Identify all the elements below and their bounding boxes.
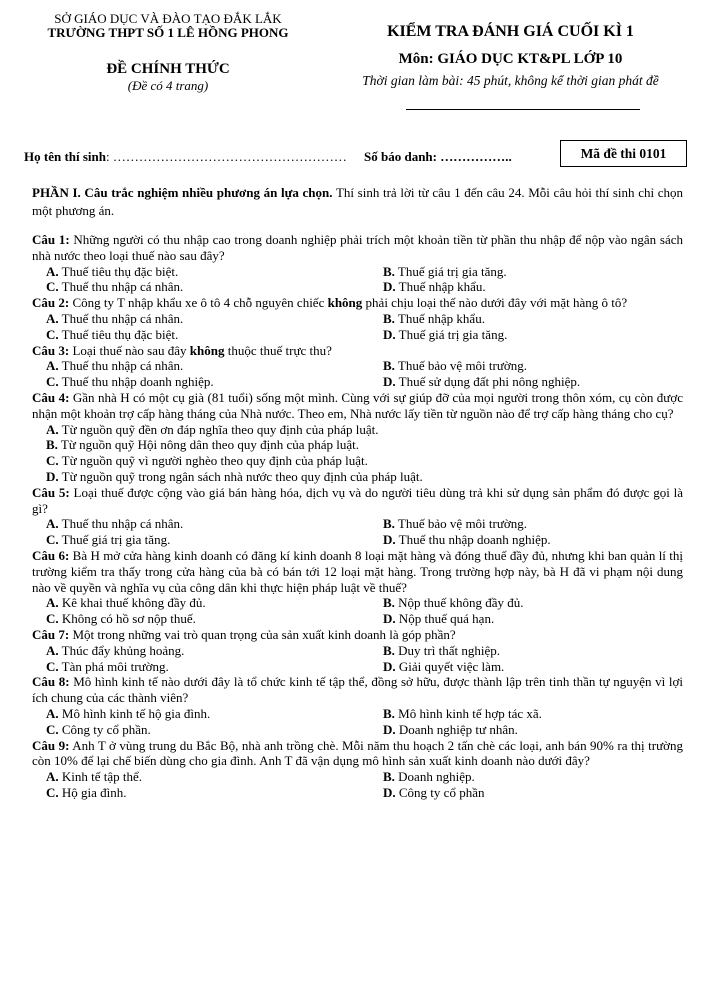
option-letter: A. [46,642,59,658]
option-text: Thuế nhập khẩu. [394,310,485,326]
option-cell [46,327,383,343]
question-text: phải chịu loại thế nào dưới đây với mặt hàng ô tô? [362,295,628,311]
pages-note: (Đề có 4 trang) [127,78,209,93]
answer-option [46,453,368,468]
option-row [46,453,683,469]
header-right [318,22,703,89]
option-cell [383,311,683,327]
option-letter: D. [383,784,396,800]
answer-option [46,422,379,437]
option-row [46,374,683,390]
answer-option [383,358,527,373]
option-letter: B. [383,595,395,611]
option-letter: C. [46,453,59,469]
time-note: Thời gian làm bài: 45 phút, không kể thời gian phát đề [362,73,659,88]
subject-title: Môn: GIÁO DỤC KT&PL LỚP 10 [398,51,623,67]
answer-option [383,327,507,342]
answer-option [46,785,127,800]
option-text: Thuế giá trị gia tăng. [395,326,508,342]
option-letter: C. [46,279,59,295]
answer-option [46,469,423,484]
option-cell [46,785,383,801]
option-text: Từ nguồn quỹ vì người nghèo theo quy định của pháp luật. [58,453,368,469]
option-text: Giải quyết việc làm. [395,658,505,674]
option-cell [46,358,383,374]
answer-option [46,358,183,373]
option-letter: A. [46,358,59,374]
answer-option [46,311,183,326]
answer-option [46,595,206,610]
option-row [46,706,683,722]
option-cell [383,643,683,659]
option-cell [46,311,383,327]
question-text: Bà H mở cửa hàng kinh doanh có đăng kí kinh doanh 8 loại mặt hàng và đóng thuế đầy đủ, nhưng khi ban quản lí thị trường kiểm tra thấy trong cửa hàng của bà có bán tới 12 loại mặt hàng. Trong trường hợp này, bà H đã vi phạm nội dung nào về quyền và nghĩa vụ của công dân khi thực hiện pháp luật về thuế? [32,547,683,595]
answer-option [46,611,196,626]
question-stem [32,485,683,517]
exam-code-box: Mã đề thi 0101 [560,140,687,167]
option-text: Thuế thu nhập doanh nghiệp. [58,374,214,390]
option-letter: B. [383,358,395,374]
question-stem [32,390,683,422]
option-cell [383,264,683,280]
question-text: Công ty T nhập khẩu xe ô tô 4 chỗ nguyên chiếc [69,295,328,311]
option-text: Nộp thuế không đầy đủ. [394,595,524,611]
question-number: Câu 4: [32,389,70,405]
option-text: Công ty cổ phần. [58,721,151,737]
answer-option [383,643,500,658]
question-number: Câu 7: [32,626,70,642]
option-row [46,279,683,295]
question-number: Câu 9: [32,737,70,753]
option-letter: A. [46,769,59,785]
option-letter: A. [46,705,59,721]
answer-option [46,532,170,547]
option-row [46,611,683,627]
question-text: Loại thuế được cộng vào giá bán hàng hóa, dịch vụ và do người tiêu dùng trả khi sử dụng sản phẩm đó được gọi là gì? [32,484,683,516]
question-stem [32,674,683,706]
answer-option [46,659,169,674]
answer-option [383,311,485,326]
question-text: Gần nhà H có một cụ già (81 tuổi) sống một mình. Cùng với sự giúp đỡ của mọi người trong thôn xóm, cụ còn được nhận một khoản trợ cấp hàng tháng của Nhà nước. Theo em, Nhà nước lấy tiền từ nguồn nào để trợ cấp hàng tháng cho cụ? [32,389,683,421]
option-text: Duy trì thất nghiệp. [394,642,500,658]
option-text: Thuế tiêu thụ đặc biệt. [58,326,179,342]
option-cell [383,706,683,722]
option-text: Thuế bảo vệ môi trường. [394,516,528,532]
option-text: Thuế bảo vệ môi trường. [394,358,528,374]
option-row [46,785,683,801]
option-row [46,595,683,611]
option-row [46,516,683,532]
option-text: Thuế thu nhập cá nhân. [58,310,184,326]
option-letter: D. [383,374,396,390]
question-1 [32,232,683,295]
option-cell [46,643,383,659]
option-text: Thuế thu nhập cá nhân. [58,358,184,374]
option-row [46,422,683,438]
option-text: Thuế thu nhập doanh nghiệp. [395,532,551,548]
question-stem [32,343,683,359]
option-letter: C. [46,611,59,627]
exam-title: KIỂM TRA ĐÁNH GIÁ CUỐI KÌ 1 [387,23,634,40]
question-text: Loại thuế nào sau đây [69,342,190,358]
option-text: Thúc đẩy khủng hoảng. [58,642,185,658]
question-list [32,232,683,801]
option-text: Không có hồ sơ nộp thuế. [58,611,196,627]
answer-option [46,722,151,737]
option-letter: D. [46,468,59,484]
header-left [22,12,314,94]
option-cell [383,279,683,295]
option-text: Từ nguồn quỹ trong ngân sách nhà nước theo quy định của pháp luật. [58,468,423,484]
option-letter: D. [383,658,396,674]
answer-option [383,264,507,279]
question-4 [32,390,683,485]
answer-option [46,643,184,658]
emphasis-text: không [189,342,225,358]
option-text: Từ nguồn quỹ Hội nông dân theo quy định của pháp luật. [57,437,359,453]
question-2 [32,295,683,342]
option-row [46,532,683,548]
option-text: Thuế sử dụng đất phi nông nghiệp. [395,374,581,390]
option-letter: B. [383,310,395,326]
option-cell [383,659,683,675]
option-cell [46,611,383,627]
question-text: Anh T ở vùng trung du Bắc Bộ, nhà anh trồng chè. Mỗi năm thu hoạch 2 tấn chè các loại, anh bán 90% ra thị trường còn 10% để lại chế biến dùng cho gia đình. Anh T đã vận dụng mô hình sản xuất kinh doanh nào dưới đây? [32,737,684,769]
option-cell [383,516,683,532]
option-letter: B. [383,516,395,532]
option-cell [46,374,383,390]
emphasis-text: không [327,295,363,311]
question-6 [32,548,683,627]
option-letter: A. [46,263,59,279]
option-letter: C. [46,721,59,737]
question-number: Câu 1: [32,232,70,247]
option-text: Mô hình kinh tế hợp tác xã. [394,705,542,721]
option-row [46,469,683,485]
option-text: Thuế giá trị gia tăng. [394,263,507,279]
answer-options [32,769,683,801]
question-number: Câu 8: [32,674,70,690]
student-name-label: Họ tên thí sinh [24,149,106,164]
option-row [46,311,683,327]
exam-body [32,184,683,801]
candidate-number-field [364,149,512,165]
question-5 [32,485,683,548]
option-letter: B. [46,437,58,453]
answer-options [32,358,683,390]
question-text: Những người có thu nhập cao trong doanh nghiệp phải trích một khoản tiền từ phần thu nhập để nộp vào ngân sách nhà nước theo loại thuế nào sau đây? [32,232,683,263]
question-8 [32,674,683,737]
answer-options [32,516,683,548]
answer-option [46,374,214,389]
answer-option [46,706,210,721]
option-letter: C. [46,784,59,800]
option-letter: D. [383,721,396,737]
option-text: Doanh nghiệp tư nhân. [395,721,518,737]
option-text: Công ty cổ phần [395,784,485,800]
option-row [46,437,683,453]
option-text: Thuế giá trị gia tăng. [58,532,171,548]
answer-option [46,279,183,294]
answer-options [32,595,683,627]
answer-option [46,437,359,452]
question-9 [32,738,683,801]
option-letter: A. [46,516,59,532]
option-letter: C. [46,374,59,390]
option-letter: B. [383,263,395,279]
option-text: Thuế thu nhập cá nhân. [58,279,184,295]
option-cell [46,659,383,675]
option-cell [46,532,383,548]
option-cell [383,611,683,627]
answer-option [383,374,580,389]
option-cell [46,706,383,722]
option-text: Hộ gia đình. [58,784,127,800]
option-letter: A. [46,595,59,611]
option-row [46,769,683,785]
part-one-instruction: Thí sinh trả lời từ câu 1 đến câu 24. Mỗi câu hỏi thí sinh chỉ chọn một phương án. [32,185,683,218]
option-letter: D. [383,611,396,627]
option-cell [383,595,683,611]
option-cell [46,595,383,611]
part-one-heading [32,184,683,219]
answer-option [383,659,504,674]
option-text: Kê khai thuế không đầy đủ. [58,595,206,611]
answer-options [32,311,683,343]
answer-options [32,706,683,738]
answer-option [46,264,178,279]
candidate-number-label: Số báo danh: [364,149,437,164]
option-letter: D. [383,279,396,295]
question-stem [32,295,683,311]
option-cell [46,769,383,785]
option-letter: D. [383,326,396,342]
question-number: Câu 2: [32,295,70,311]
option-letter: C. [46,532,59,548]
answer-option [383,595,523,610]
header-divider [406,109,640,110]
option-text: Thuế thu nhập cá nhân. [58,516,184,532]
answer-options [32,643,683,675]
official-label: ĐỀ CHÍNH THỨC [106,61,230,77]
department-name: SỞ GIÁO DỤC VÀ ĐÀO TẠO ĐẮK LẮK [54,11,282,26]
option-letter: C. [46,658,59,674]
answer-option [46,516,183,531]
option-letter: A. [46,310,59,326]
option-row [46,327,683,343]
option-letter: B. [383,642,395,658]
part-one-title: PHẦN I. Câu trắc nghiệm nhiều phương án lựa chọn. [32,185,333,200]
option-cell [383,785,683,801]
question-stem [32,232,683,264]
option-letter: B. [383,705,395,721]
answer-option [383,279,486,294]
question-stem [32,627,683,643]
option-row [46,722,683,738]
option-cell [383,722,683,738]
answer-option [383,532,551,547]
option-row [46,659,683,675]
question-text: Một trong những vai trò quan trọng của sản xuất kinh doanh là góp phần? [69,626,456,642]
option-text: Nộp thuế quá hạn. [395,611,495,627]
answer-option [383,706,542,721]
option-cell [46,516,383,532]
question-text: Mô hình kinh tế nào dưới đây là tổ chức kinh tế tập thể, đồng sở hữu, được thành lập trên tinh thần tự nguyện vì lợi ích chung của các thành viên? [32,674,683,706]
question-number: Câu 3: [32,342,70,358]
question-7 [32,627,683,674]
student-name-blank: : ……………………………………………… [106,149,347,164]
question-stem [32,548,683,595]
answer-options [32,264,683,296]
option-text: Thuế nhập khẩu. [395,279,486,295]
answer-option [383,722,518,737]
option-text: Từ nguồn quỹ đền ơn đáp nghĩa theo quy định của pháp luật. [58,421,379,437]
student-name-field [24,149,347,165]
answer-option [383,611,494,626]
option-row [46,358,683,374]
option-cell [383,769,683,785]
answer-option [46,769,142,784]
answer-option [383,516,527,531]
question-text: thuộc thuế trực thu? [224,342,332,358]
option-letter: C. [46,326,59,342]
option-cell [383,327,683,343]
school-name: TRƯỜNG THPT SỐ 1 LÊ HỒNG PHONG [47,25,289,40]
answer-option [383,785,484,800]
option-cell [383,532,683,548]
option-text: Tàn phá môi trường. [58,658,169,674]
answer-option [46,327,178,342]
option-text: Mô hình kinh tế hộ gia đình. [58,705,211,721]
option-text: Doanh nghiệp. [394,769,475,785]
option-letter: B. [383,769,395,785]
option-row [46,264,683,280]
question-number: Câu 6: [32,547,70,563]
question-3 [32,343,683,390]
option-letter: A. [46,421,59,437]
option-cell [383,374,683,390]
answer-option [383,769,475,784]
answer-options [32,422,683,485]
option-text: Thuế tiêu thụ đặc biệt. [58,263,179,279]
option-cell [46,722,383,738]
option-cell [46,279,383,295]
question-stem [32,738,683,770]
option-text: Kinh tế tập thể. [58,769,143,785]
option-row [46,643,683,659]
question-number: Câu 5: [32,484,70,500]
candidate-number-blank: …………….. [436,149,512,164]
option-cell [46,264,383,280]
option-letter: D. [383,532,396,548]
option-cell [383,358,683,374]
